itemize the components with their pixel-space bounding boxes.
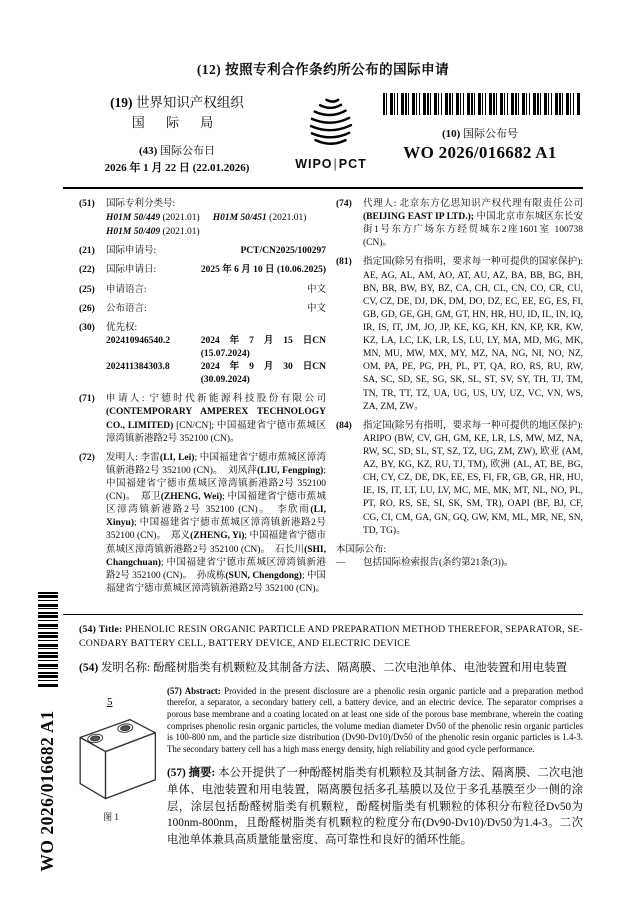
title-en-line1: PHENOLIC RESIN ORGANIC PARTICLE AND PREPARATION METHOD THEREFOR, SEPARATOR, SE-	[125, 623, 583, 635]
publication-number-block	[371, 91, 583, 163]
filing-language-label: 申请语言:	[106, 284, 147, 295]
publication-language-label: 公布语言:	[106, 303, 147, 314]
priority-row	[106, 335, 326, 361]
document-body	[63, 0, 583, 849]
pct-text: PCT	[338, 157, 367, 171]
inventor-name-cn: 李欣雨	[276, 505, 311, 516]
body-divider	[63, 614, 583, 615]
right-column	[336, 198, 583, 602]
priority-date: 2024年7月15日 (15.07.2024)	[200, 335, 313, 359]
field-agent	[336, 198, 583, 250]
logo-separator: |	[333, 157, 338, 171]
filing-language-value: 中文	[306, 284, 326, 295]
priority-date: 2024年9月30日 (30.09.2024)	[200, 362, 313, 386]
field-filing-date	[79, 264, 326, 277]
ipc-codes-line-2	[106, 226, 326, 239]
ipc-version: (2021.01)	[162, 227, 200, 238]
title-en-line2: CONDARY BATTERY CELL, BATTERY DEVICE, AND ELECTRIC DEVICE	[79, 637, 411, 649]
priority-row	[106, 361, 326, 387]
field-number-10: (10)	[441, 128, 461, 140]
agent-name-cn: 北京东方亿思知识产权代理有限责任公司	[399, 199, 584, 209]
international-publication-note	[336, 544, 583, 570]
priority-label: 优先权:	[106, 322, 138, 333]
application-number-label: 国际申请号:	[106, 246, 157, 257]
field-number-21: (21)	[79, 246, 95, 257]
designated-regions-list: ARIPO (BW, CV, GH, GM, KE, LR, LS, MW, MZ, NA, RW, SC, SD, SL, ST, SZ, TZ, UG, ZM, ZW), 欧亚 (AM, AZ, BY, KG, KZ, RU, TJ, TM), 欧洲 (AL, AT, BE, BG, CH, CY, CZ, DE, DK, EE, ES, FI, FR, GB, GR, HR, HU, IE, IS, IT, LT, LU, LV, MC, ME, MK, MT, NL, NO, PL, PT, RO, RS, SE, SI, SK, SM, TR), OAPI (BF, BJ, CF, CG, CI, CM, GA, GN, GQ, GW, KM, ML, MR, NE, SN, TD, TG)。	[363, 433, 583, 536]
inventor-name-en: (LI, Xinyu)	[106, 505, 326, 529]
field-number-81: (81)	[336, 257, 352, 268]
intl-publication-heading: 本国际公布:	[336, 544, 387, 555]
field-publication-language	[79, 303, 326, 316]
field-number-30: (30)	[79, 322, 95, 333]
wipo-logo	[291, 91, 371, 171]
inventor-name-en: (LIU, Fengping)	[257, 465, 324, 476]
field-filing-language	[79, 284, 326, 297]
agent-label: 代理人:	[363, 199, 397, 209]
publication-date-value: 2026 年 1 月 22 日 (22.01.2026)	[104, 162, 250, 174]
applicant-name-en: (CONTEMPORARY AMPEREX TECHNOLOGY CO., LIMITED)	[106, 407, 326, 431]
filing-date-value: 2025 年 6 月 10 日 (10.06.2025)	[200, 265, 326, 276]
inventor-name-cn: 李雷	[140, 452, 160, 463]
field-number-54: (54)	[79, 661, 99, 674]
abstract-chinese	[167, 765, 583, 849]
ipc-codes-line-1	[106, 212, 326, 225]
field-number-22: (22)	[79, 265, 95, 276]
abstract-text-cn: 本公开提供了一种酚醛树脂类有机颗粒及其制备方法、隔离膜、二次电池单体、电池装置和用电装置，隔离膜包括多孔基膜以及位于多孔基膜至少一侧的涂层，涂层包括酚醛树脂类有机颗粒，酚醛树脂类有机颗粒的体积分布粒径Dv50为100nm-800nm，且酚醛树脂类有机颗粒的粒度分布(Dv90-Dv10)/Dv50为1.4-3。二次电池单体兼具高质量能量密度、高可靠性和良好的循环性能。	[167, 767, 583, 847]
inventor-address: ; 中国福建省宁德市蕉城区漳湾镇新港路2号 352100 (CN)。	[106, 465, 326, 503]
battery-cell-figure	[67, 714, 161, 808]
title-section	[63, 623, 583, 675]
inventor-address: ; 中国福建省宁德市蕉城区漳湾镇新港路2号 352100 (CN)。	[106, 570, 330, 594]
inventors-label: 发明人:	[106, 452, 138, 463]
inventor-name-en: (ZHENG, Wei)	[160, 492, 223, 503]
ipc-code: H01M 50/451	[212, 213, 267, 224]
bibliographic-columns	[63, 198, 583, 602]
applicant-label: 申请人:	[106, 394, 145, 405]
ipc-version: (2021.01)	[162, 213, 200, 224]
org-name	[63, 91, 291, 111]
inventor-address: ; 中国福建省宁德市蕉城区漳湾镇新港路2号 352100 (CN)。	[106, 518, 326, 542]
publication-number-label-text: 国际公布号	[463, 128, 519, 140]
field-applicant	[79, 393, 326, 445]
sidebar-publication-number: WO 2026/016682 A1	[37, 710, 57, 872]
wipo-pct-wordmark	[291, 157, 371, 171]
field-ipc	[79, 198, 326, 239]
application-number-value: PCT/CN2025/100297	[240, 246, 326, 257]
inventor-address: ; 中国福建省宁德市蕉城区漳湾镇新港路2号 352100 (CN)。	[106, 557, 326, 581]
title-english	[79, 623, 583, 651]
title-label-cn: 发明名称:	[101, 661, 151, 674]
wipo-swirl-icon	[300, 93, 362, 151]
publication-number-value: WO 2026/016682 A1	[403, 143, 557, 162]
inventor-name-cn: 孙成栋	[196, 570, 226, 581]
figure-caption: 图 1	[103, 811, 119, 822]
figure-reference-numeral: 5	[107, 695, 113, 708]
left-column	[79, 198, 330, 602]
priority-number: 202410946540.2	[106, 335, 171, 346]
publication-date-label-text: 国际公布日	[160, 145, 216, 157]
publication-barcode	[383, 93, 581, 115]
field-number-71: (71)	[79, 394, 95, 405]
dash-bullet: —	[336, 557, 346, 568]
agent-name-en: (BEIJING EAST IP LTD.);	[363, 212, 474, 223]
inventor-name-en: (ZHENG, Yi)	[190, 531, 245, 542]
applicant-address: [CN/CN]; 中国福建省宁德市蕉城区漳湾镇新港路2号 352100 (CN)。	[106, 420, 326, 444]
designated-states-label: 指定国(除另有指明，要求每一种可提供的国家保护):	[363, 257, 583, 268]
wipo-text: WIPO	[295, 157, 333, 171]
abstract-text-en: Provided in the present disclosure are a phenolic resin organic particle and a preparation method therefor, a separator, a secondary battery cell, a battery device, and an electric device. The separator comprises a porous base membrane and a coating located on at least one side of the porous base membrane, wherein the coating comprises phenolic resin organic particles, the volume median diameter Dv50 of the phenolic resin organic particles is 100-800 nm, and the particle size distribution (Dv90-Dv10)/Dv50 of the phenolic resin organic particles is 1.4-3. The secondary battery cell has a high mass energy density, high reliability and good cycle performance.	[167, 685, 584, 754]
designated-regions-label: 指定国(除另有指明，要求每一种可提供的地区保护):	[363, 420, 583, 431]
priority-number: 202411384303.8	[106, 362, 170, 373]
inventor-name-en: (SUN, Chengdong)	[225, 570, 302, 581]
intl-publication-item-text: 包括国际检索报告(条约第21条(3))。	[363, 557, 514, 568]
abstract-english	[167, 686, 583, 755]
field-designated-states	[336, 256, 583, 413]
agent-address: 中国北京市东城区东长安街1号东方广场东方经贸城东2座1601室 100738 (CN)。	[363, 212, 583, 249]
abstract-label-en: (57) Abstract:	[167, 685, 221, 696]
abstract-label-cn: (57) 摘要:	[167, 767, 216, 780]
publication-date-label	[63, 142, 291, 158]
inventor-name-en: (LI, Lei)	[159, 452, 195, 463]
inventor-name-cn: 石长川	[275, 544, 305, 555]
inventor-address: ; 中国福建省宁德市蕉城区漳湾镇新港路2号 352100 (CN)。	[106, 452, 326, 476]
inventor-name-en: (SHI, Changchuan)	[106, 544, 326, 568]
inventor-address: ; 中国福建省宁德市蕉城区漳湾镇新港路2号 352100 (CN)。	[106, 531, 326, 555]
intl-publication-item	[336, 557, 583, 570]
field-priority	[79, 322, 326, 388]
field-designated-regions	[336, 420, 583, 538]
field-number-84: (84)	[336, 420, 352, 431]
field-number-72: (72)	[79, 452, 95, 463]
field-inventors	[79, 452, 330, 596]
applicant-name-cn: 宁德时代新能源科技股份有限公司	[149, 394, 326, 405]
title-cn-text: 酚醛树脂类有机颗粒及其制备方法、隔离膜、二次电池单体、电池装置和用电装置	[153, 661, 568, 674]
priority-country: CN	[312, 335, 326, 346]
field-number-43: (43)	[138, 145, 158, 157]
abstract-column	[165, 686, 583, 849]
field-number-74: (74)	[336, 199, 352, 209]
abstract-section	[63, 686, 583, 849]
title-label-en: (54) Title:	[79, 623, 123, 635]
pct-heading: (12) 按照专利合作条约所公布的国际申请	[196, 62, 450, 77]
field-number-26: (26)	[79, 303, 95, 314]
publication-number-label	[377, 125, 583, 141]
filing-date-label: 国际申请日:	[106, 265, 157, 276]
issuing-organization	[63, 91, 291, 175]
publication-language-value: 中文	[306, 303, 326, 314]
org-bureau: 国 际 局	[131, 115, 223, 130]
ipc-code: H01M 50/409	[106, 227, 161, 238]
title-chinese	[79, 659, 583, 675]
header-row	[63, 91, 583, 175]
header-divider	[63, 187, 583, 189]
priority-country: CN	[312, 362, 326, 373]
inventor-name-cn: 郑卫	[140, 492, 161, 503]
org-name-text: 世界知识产权组织	[135, 95, 244, 110]
figure-column	[65, 686, 165, 849]
sidebar-barcode	[38, 592, 58, 688]
ipc-code: H01M 50/449	[106, 213, 161, 224]
field-number-51: (51)	[79, 199, 95, 209]
ipc-label: 国际专利分类号:	[106, 199, 176, 209]
field-number-19: (19)	[110, 95, 133, 110]
inventor-name-cn: 刘凤萍	[227, 465, 258, 476]
ipc-version: (2021.01)	[269, 213, 307, 224]
designated-states-list: AE, AG, AL, AM, AO, AT, AU, AZ, BA, BB, BG, BH, BN, BR, BW, BY, BZ, CA, CH, CL, CN, CO, CR, CU, CV, CZ, DE, DJ, DK, DM, DO, DZ, EC, EE, EG, ES, FI, GB, GD, GE, GH, GM, GT, HN, HR, HU, ID, IL, IN, IQ, IR, IS, IT, JM, JO, JP, KE, KG, KH, KN, KP, KR, KW, KZ, LA, LC, LK, LR, LS, LU, LY, MA, MD, MG, MK, MN, MU, MW, MX, MY, MZ, NA, NG, NI, NO, NZ, OM, PA, PE, PG, PH, PL, PT, QA, RO, RS, RU, RW, SA, SC, SD, SE, SG, SK, SL, ST, SV, SY, TH, TJ, TM, TN, TR, TT, TZ, UA, UG, US, UY, UZ, VC, VN, WS, ZA, ZM, ZW。	[363, 270, 583, 412]
field-application-number	[79, 245, 326, 258]
field-number-25: (25)	[79, 284, 95, 295]
inventor-name-cn: 郑义	[170, 531, 191, 542]
inventor-address: ; 中国福建省宁德市蕉城区漳湾镇新港路2号 352100 (CN)。	[106, 492, 326, 516]
